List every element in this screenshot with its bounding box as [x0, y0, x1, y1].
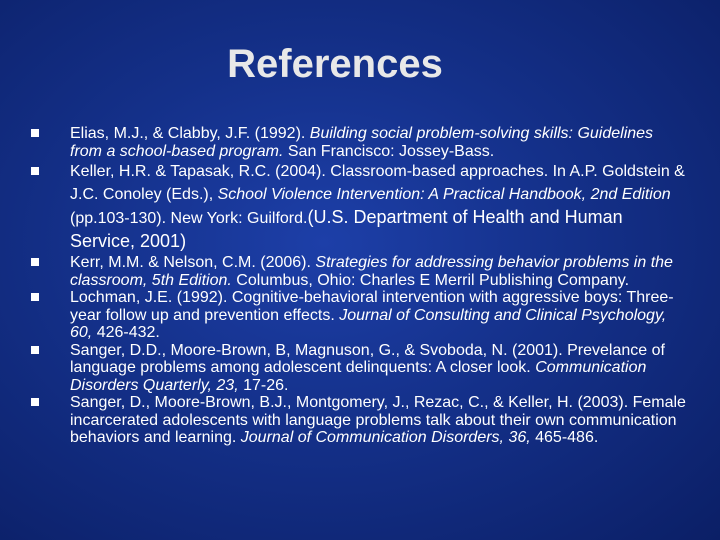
reference-item: [28, 160, 688, 254]
square-bullet-icon: [31, 293, 39, 301]
reference-item: [28, 289, 688, 342]
reference-text: 17-26.: [238, 376, 289, 394]
reference-title: Communication Disorders Quarterly, 23,: [70, 359, 647, 394]
reference-text: Columbus, Ohio: Charles E Merril Publishing Company.: [231, 271, 630, 289]
reference-text: Elias, M.J., & Clabby, J.F. (1992).: [70, 125, 310, 142]
square-bullet-icon: [31, 258, 39, 266]
reference-title: Journal of Communication Disorders, 36,: [240, 429, 531, 446]
reference-text: 426-432.: [92, 324, 160, 341]
reference-text: (pp.103-130). New York: Guilford.: [70, 210, 308, 227]
reference-item: [28, 394, 688, 447]
reference-list: [28, 125, 688, 447]
square-bullet-icon: [31, 167, 39, 175]
reference-item: [28, 342, 688, 395]
reference-text: San Francisco: Jossey-Bass.: [283, 142, 495, 160]
reference-text: Kerr, M.M. & Nelson, C.M. (2006).: [70, 254, 316, 271]
reference-text: 465-486.: [530, 429, 599, 446]
reference-text: (U.S. Department of Health and Human Service, 2001): [70, 207, 623, 251]
reference-text: Keller, H.R. & Tapasak, R.C. (2004). Classroom-based approaches. In A.P. Goldstein & J.C. Conoley (Eds.),: [70, 163, 685, 203]
reference-title: Strategies for addressing behavior problems in the classroom, 5th Edition.: [70, 254, 673, 289]
slide-title: References: [227, 42, 443, 86]
reference-title: School Violence Intervention: A Practical Handbook, 2nd Edition: [217, 186, 671, 203]
reference-text: Sanger, D.D., Moore-Brown, B, Magnuson, G., & Svoboda, N. (2001). Prevelance of language problems among adolescent delinquents: A closer look.: [70, 341, 665, 376]
square-bullet-icon: [31, 346, 39, 354]
reference-title: Building social problem-solving skills: Guidelines from a school-based program.: [70, 125, 654, 160]
reference-title: Journal of Consulting and Clinical Psychology, 60,: [70, 306, 667, 341]
reference-text: Lochman, J.E. (1992). Cognitive-behavioral intervention with aggressive boys: Three-year follow up and prevention effects.: [70, 289, 674, 324]
reference-text: Sanger, D., Moore-Brown, B.J., Montgomery, J., Rezac, C., & Keller, H. (2003). Female incarcerated adolescents with language problems talk about their own communication behaviors and learning.: [70, 394, 686, 446]
reference-item: [28, 254, 688, 289]
square-bullet-icon: [31, 129, 39, 137]
square-bullet-icon: [31, 398, 39, 406]
reference-item: [28, 125, 688, 160]
